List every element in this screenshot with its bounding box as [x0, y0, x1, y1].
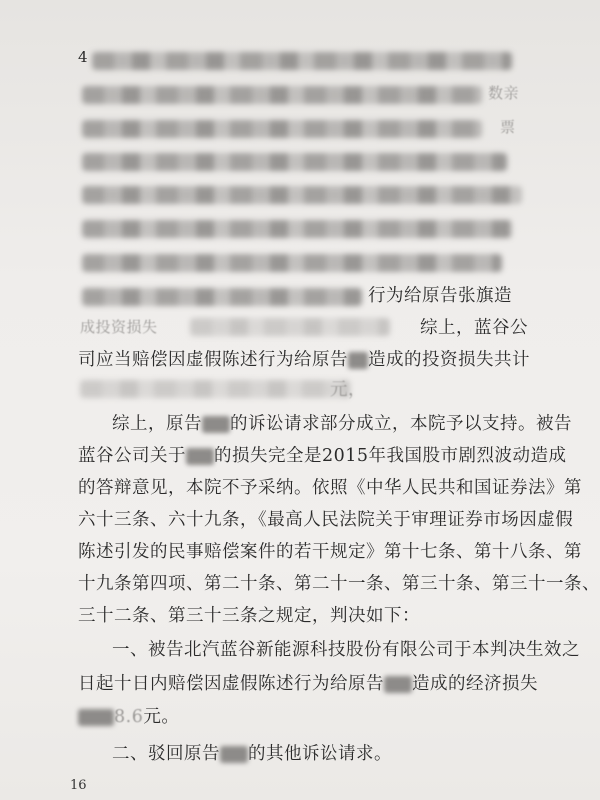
text-fragment: 成投资损失	[80, 318, 158, 336]
redacted-line	[82, 86, 482, 104]
redacted-line	[82, 153, 507, 171]
text-segment: 造成的经济损失	[412, 674, 538, 694]
text-segment: 二、驳回原告	[112, 744, 220, 764]
text-segment: 的其他诉讼请求。	[248, 744, 392, 764]
redacted-line	[82, 120, 482, 138]
judgment-item	[78, 670, 538, 695]
redacted-line	[82, 220, 512, 238]
redacted-name	[186, 448, 214, 465]
paragraph-line	[112, 410, 572, 435]
page-number: 16	[70, 778, 87, 793]
paragraph-line	[78, 442, 567, 467]
text-segment: 综上，原告	[112, 414, 202, 434]
judgment-item: 一、被告北汽蓝谷新能源科技股份有限公司于本判决生效之	[112, 640, 580, 660]
judgment-item	[112, 740, 532, 765]
redacted-line	[80, 380, 350, 398]
redacted-name	[348, 352, 368, 369]
text-segment: 造成的投资损失共计	[368, 350, 530, 370]
text-segment: 的诉讼请求部分成立，本院予以支持。被告	[230, 414, 572, 434]
line-suffix: 数亲	[488, 84, 520, 102]
redacted-name	[202, 416, 230, 433]
text-segment: 元。	[143, 707, 180, 727]
text-segment: 司应当赔偿因虚假陈述行为给原告	[78, 350, 348, 370]
text-fragment: 行为给原告张旗造	[368, 286, 512, 306]
text-segment: 蓝谷公司关于	[78, 446, 186, 466]
paragraph-line: 的答辩意见，本院不予采纳。依照《中华人民共和国证券法》第	[78, 478, 582, 498]
text-segment: 日起十日内赔偿因虚假陈述行为给原告	[78, 674, 384, 694]
redacted-name	[384, 676, 412, 693]
redacted-line	[190, 318, 390, 336]
paragraph-line: 六十三条、六十九条，《最高人民法院关于审理证券市场因虚假	[78, 510, 574, 530]
text-segment: 的损失完全是2015年我国股市剧烈波动造成	[214, 446, 567, 466]
paragraph-line: 陈述引发的民事赔偿案件的若干规定》第十七条、第十八条、第	[78, 542, 582, 562]
paragraph-line	[78, 346, 530, 371]
line-suffix: 票	[500, 118, 516, 136]
redacted-line	[82, 254, 502, 272]
redacted-amount	[78, 709, 114, 726]
judgment-item	[78, 703, 530, 728]
line-prefix: 4	[78, 48, 89, 66]
redacted-line	[82, 186, 522, 204]
text-segment: 8.6	[114, 707, 144, 727]
redacted-line	[82, 288, 362, 306]
paragraph-line: 综上，蓝谷公	[420, 318, 528, 338]
redacted-name	[220, 746, 248, 763]
paragraph-line: 十九条第四项、第二十条、第二十一条、第三十条、第三十一条、	[78, 574, 600, 594]
paragraph-line: 三十二条、第三十三条之规定，判决如下：	[78, 606, 420, 626]
text-fragment: 元，	[330, 380, 366, 400]
